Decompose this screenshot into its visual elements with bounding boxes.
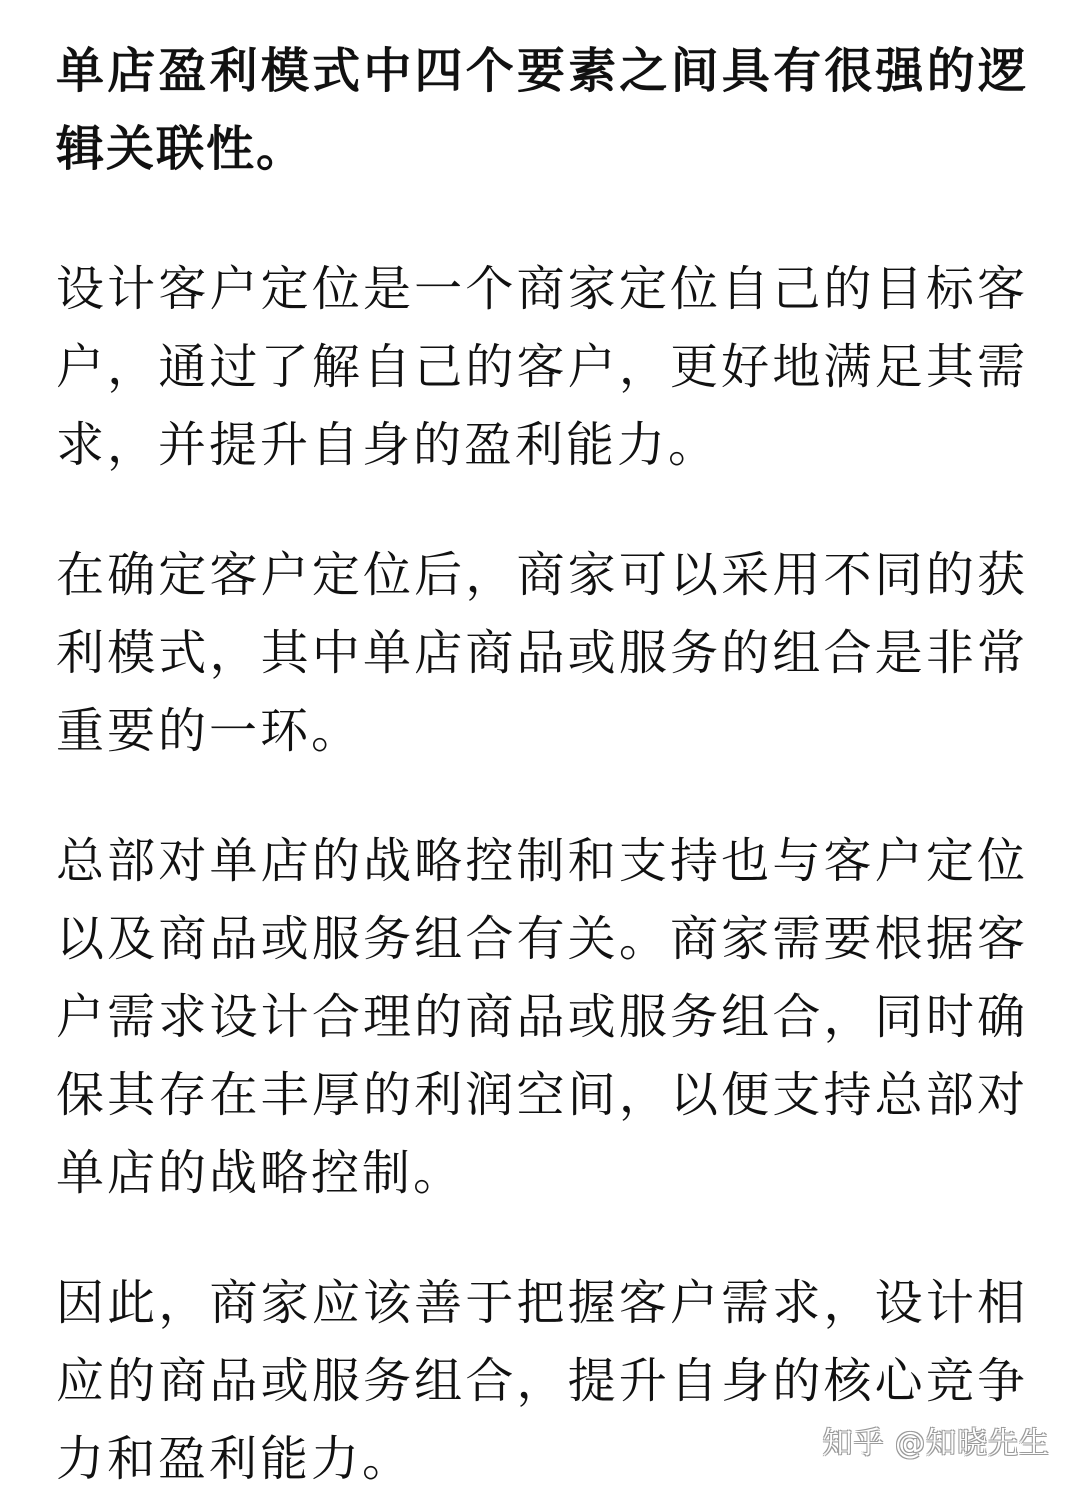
paragraph-strategic-control: 总部对单店的战略控制和支持也与客户定位以及商品或服务组合有关。商家需要根据客户需求设计合理的商品或服务组合，同时确保其存在丰厚的利润空间，以便支持总部对单店的战略控制。	[56, 833, 1028, 1201]
lead-paragraph: 单店盈利模式中四个要素之间具有很强的逻辑关联性。	[56, 43, 1028, 177]
zhihu-watermark: 知乎 @知晓先生	[822, 1426, 1050, 1461]
paragraph-conclusion: 因此，商家应该善于把握客户需求，设计相应的商品或服务组合，提升自身的核心竞争力和盈利能力。	[56, 1275, 1028, 1487]
article-body	[56, 32, 1028, 1498]
paragraph-profit-model: 在确定客户定位后，商家可以采用不同的获利模式，其中单店商品或服务的组合是非常重要的一环。	[56, 547, 1028, 759]
paragraph-customer-positioning: 设计客户定位是一个商家定位自己的目标客户，通过了解自己的客户，更好地满足其需求，并提升自身的盈利能力。	[56, 261, 1028, 473]
